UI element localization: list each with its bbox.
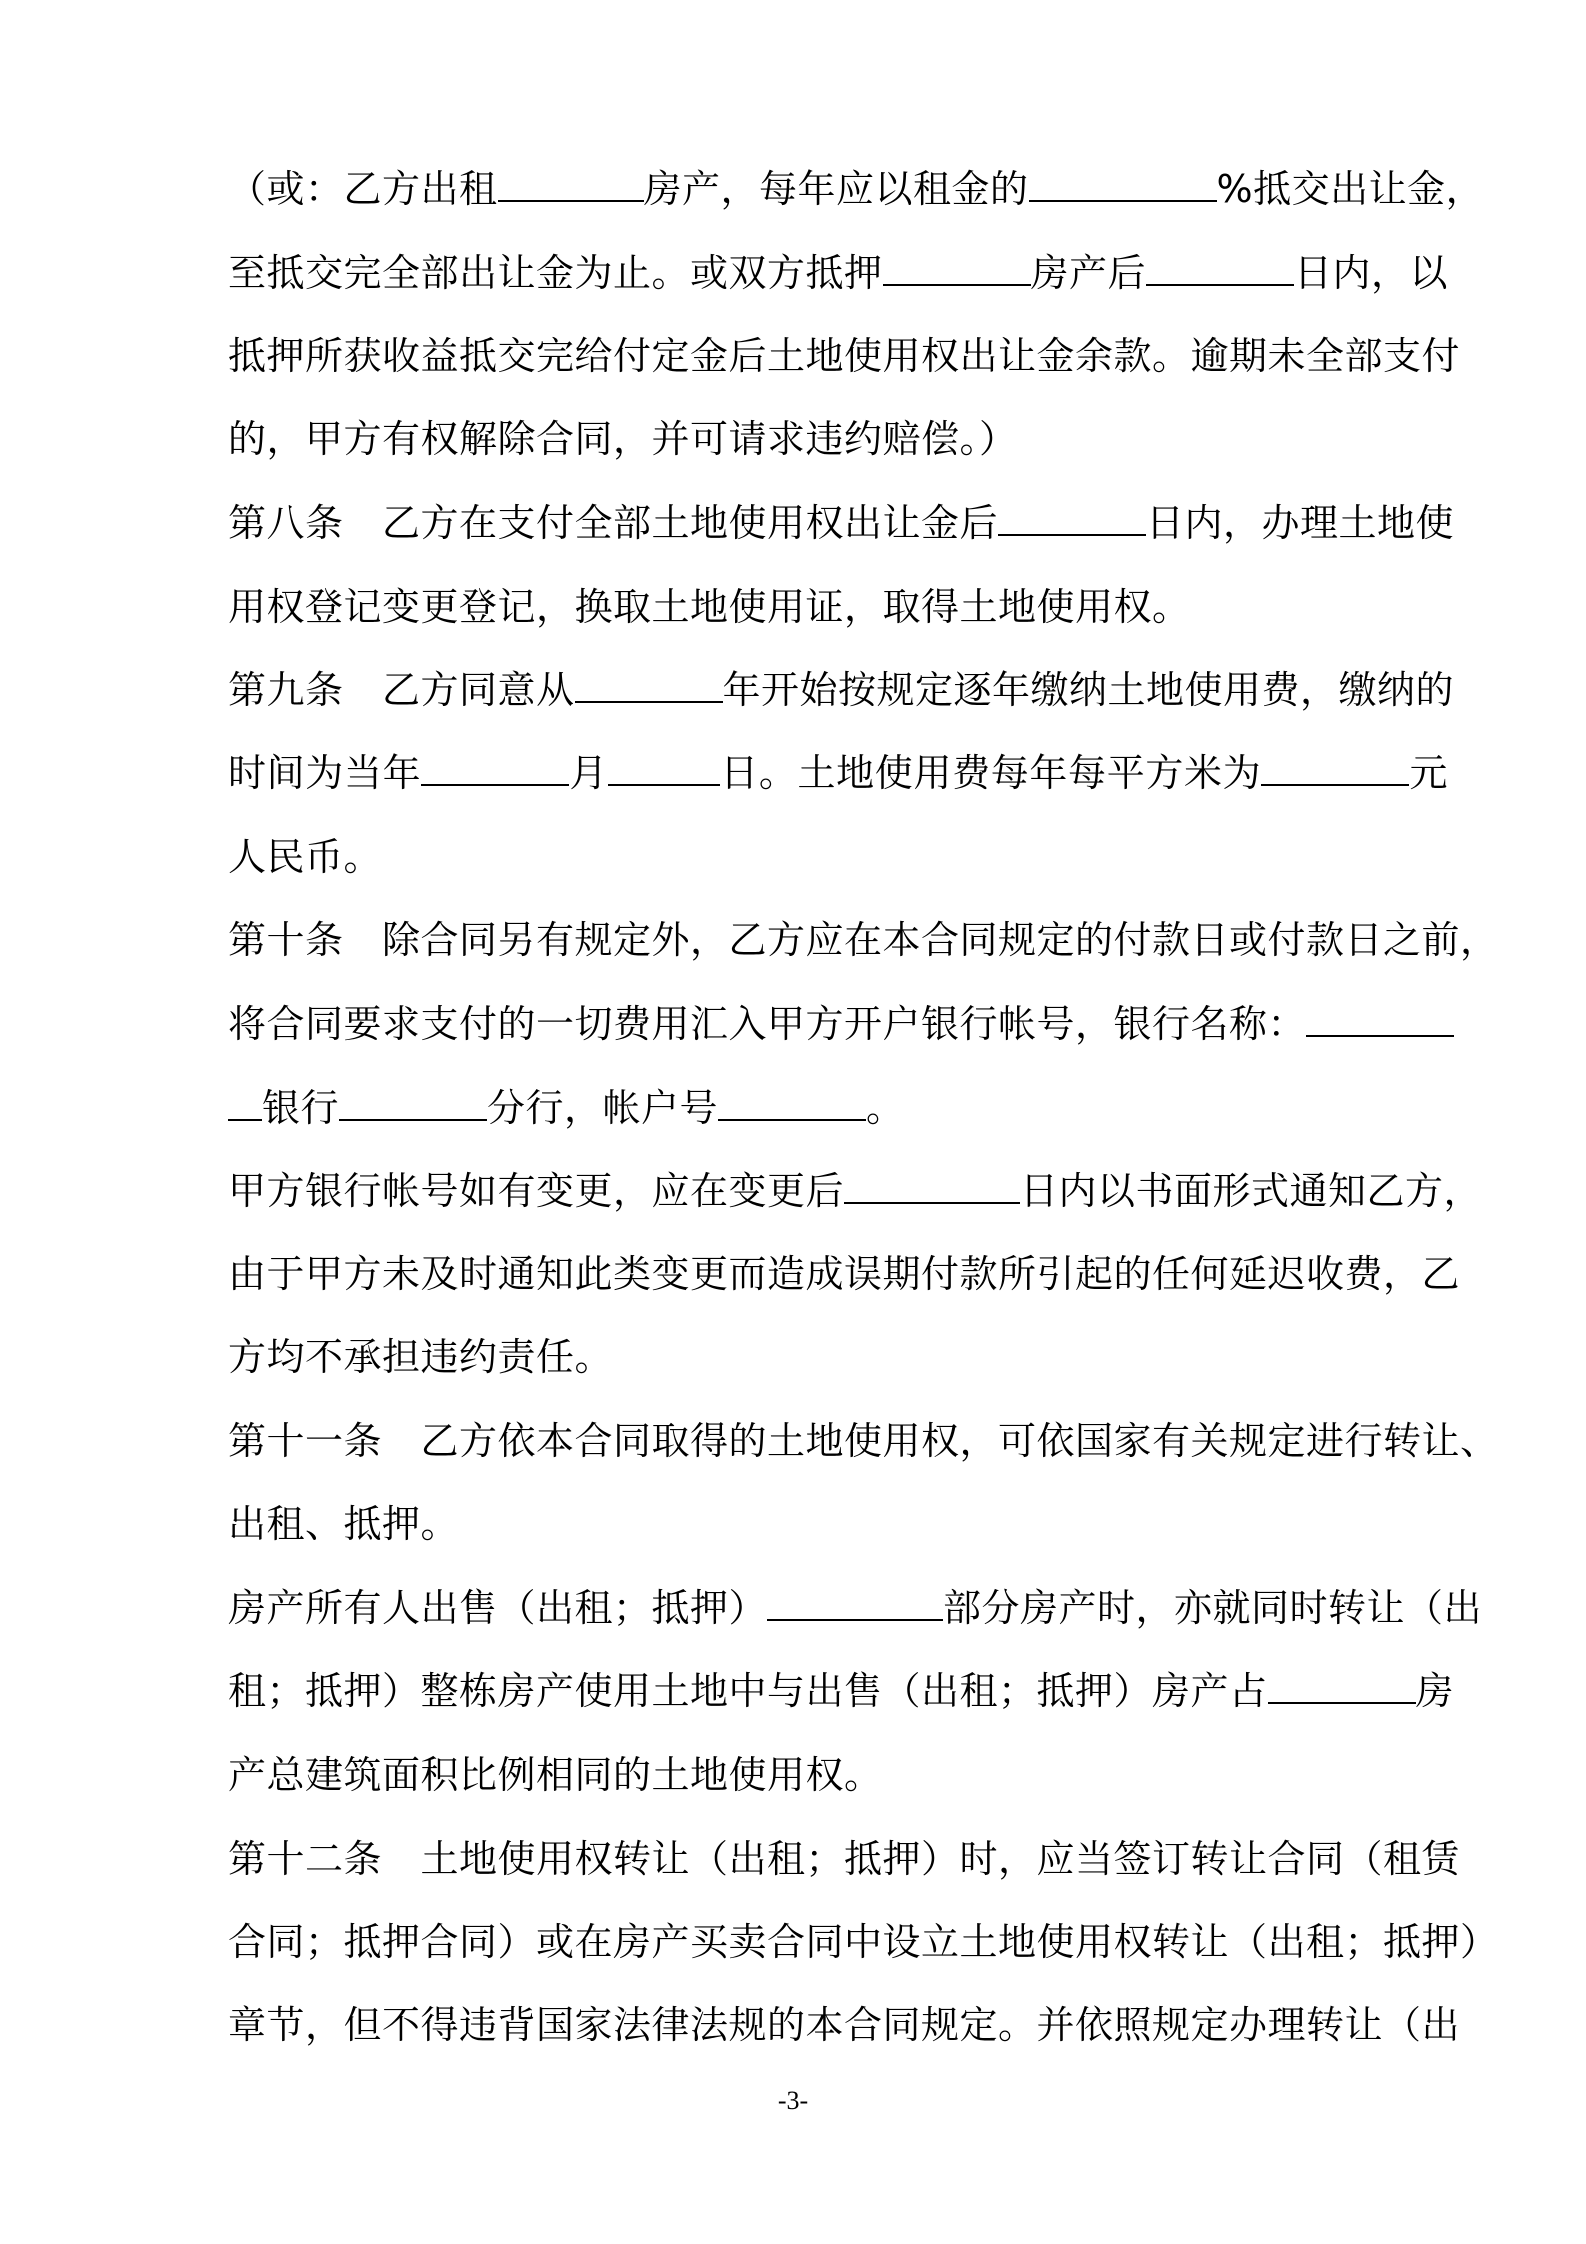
text-line: 银行 分行，帐户号 。 bbox=[228, 1085, 1448, 1131]
fill-blank[interactable] bbox=[339, 1089, 487, 1121]
article-12-line: 第十二条 土地使用权转让（出租；抵押）时，应当签订转让合同（租赁 bbox=[228, 1837, 1461, 1881]
fill-blank[interactable] bbox=[421, 754, 569, 786]
text-line: 甲方银行帐号如有变更，应在变更后 日内以书面形式通知乙方， bbox=[228, 1169, 1483, 1213]
text-line: 抵押所获收益抵交完给付定金后土地使用权出让金余款。逾期未全部支付 bbox=[228, 334, 1461, 378]
fill-blank[interactable] bbox=[608, 754, 720, 786]
fill-blank[interactable] bbox=[883, 254, 1031, 286]
article-10-line: 第十条 除合同另有规定外，乙方应在本合同规定的付款日或付款日之前， bbox=[228, 918, 1499, 962]
article-11-line: 第十一条 乙方依本合同取得的土地使用权，可依国家有关规定进行转让、 bbox=[228, 1419, 1499, 1463]
fill-blank[interactable] bbox=[998, 504, 1146, 536]
fill-blank[interactable] bbox=[1268, 1672, 1416, 1704]
fill-blank[interactable] bbox=[1146, 254, 1294, 286]
page-number: -3- bbox=[777, 2086, 809, 2115]
text-line: 方均不承担违约责任。 bbox=[228, 1335, 614, 1379]
article-8-line: 第八条 乙方在支付全部土地使用权出让金后 日内，办理土地使 bbox=[228, 501, 1455, 545]
text-line: 用权登记变更登记，换取土地使用证，取得土地使用权。 bbox=[228, 585, 1191, 629]
text-line: 人民币。 bbox=[228, 835, 383, 879]
text-line: 合同；抵押合同）或在房产买卖合同中设立土地使用权转让（出租；抵押） bbox=[228, 1920, 1499, 1964]
text-line: 出租、抵押。 bbox=[228, 1502, 460, 1546]
text-line: （或：乙方出租 房产，每年应以租金的 %抵交出让金， bbox=[228, 167, 1485, 211]
fill-blank[interactable] bbox=[1306, 1005, 1454, 1037]
fill-blank[interactable] bbox=[498, 170, 644, 202]
fill-blank[interactable] bbox=[718, 1089, 866, 1121]
text-line: 时间为当年 月 日。土地使用费每年每平方米为 元 bbox=[228, 751, 1448, 795]
text-line: 租；抵押）整栋房产使用土地中与出售（出租；抵押）房产占 房 bbox=[228, 1669, 1455, 1713]
fill-blank[interactable] bbox=[1261, 754, 1409, 786]
text-line: 产总建筑面积比例相同的土地使用权。 bbox=[228, 1753, 883, 1797]
text-line: 章节，但不得违背国家法律法规的本合同规定。并依照规定办理转让（出 bbox=[228, 2003, 1461, 2047]
text-line: 将合同要求支付的一切费用汇入甲方开户银行帐号，银行名称： bbox=[228, 1001, 1448, 1047]
text-line: 房产所有人出售（出租；抵押） 部分房产时，亦就同时转让（出 bbox=[228, 1586, 1483, 1630]
article-9-line: 第九条 乙方同意从 年开始按规定逐年缴纳土地使用费，缴纳的 bbox=[228, 668, 1455, 712]
fill-blank[interactable] bbox=[228, 1089, 262, 1121]
text-line: 的，甲方有权解除合同，并可请求违约赔偿。） bbox=[228, 417, 1018, 461]
fill-blank[interactable] bbox=[767, 1589, 943, 1621]
fill-blank[interactable] bbox=[575, 671, 723, 703]
text-line: 由于甲方未及时通知此类变更而造成误期付款所引起的任何延迟收费，乙 bbox=[228, 1252, 1461, 1296]
fill-blank[interactable] bbox=[1029, 170, 1217, 202]
fill-blank[interactable] bbox=[844, 1172, 1020, 1204]
text-line: 至抵交完全部出让金为止。或双方抵押 房产后 日内，以 bbox=[228, 251, 1449, 295]
